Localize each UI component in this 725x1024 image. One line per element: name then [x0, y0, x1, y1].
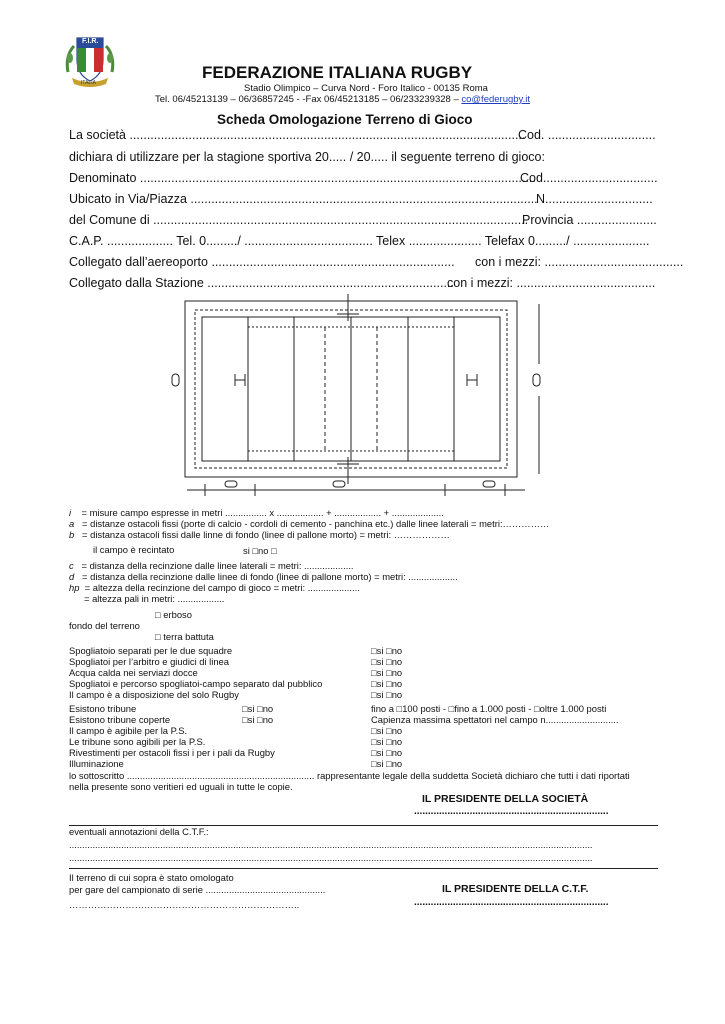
field-ubicato[interactable]: Ubicato in Via/Piazza ....................................................................................................	[69, 192, 538, 206]
field-societa[interactable]: La società ..................................................................................................................	[69, 128, 526, 142]
legend-b-key: b	[69, 529, 75, 540]
field-numero[interactable]: N...............................	[536, 192, 653, 206]
capienza-field[interactable]: Capienza massima spettatori nel campo n............................	[371, 714, 619, 725]
check-label: Esistono tribune	[69, 703, 137, 714]
federation-title: FEDERAZIONE ITALIANA RUGBY	[202, 63, 473, 82]
check-label: Esistono tribune coperte	[69, 714, 171, 725]
check-options[interactable]: □si □no	[371, 689, 403, 700]
form-title: Scheda Omologazione Terreno di Gioco	[217, 112, 473, 127]
check-label: Spogliatoi per l’arbitro e giudici di linea	[69, 656, 229, 667]
field-provincia[interactable]: Provincia .......................	[522, 213, 657, 227]
legend-hp-key: hp	[69, 582, 80, 593]
legend-pali: = altezza pali in metri: ..................	[84, 593, 225, 604]
check-label: Illuminazione	[69, 758, 124, 769]
recintato-options[interactable]: si □no □	[243, 545, 277, 556]
check-label: Spogliatoi e percorso spogliatoi-campo separato dal pubblico	[69, 678, 323, 689]
check-options[interactable]: □si □no	[242, 714, 274, 725]
ctf-annotations-line-2[interactable]: .........................................................................................................................................................................................................	[69, 852, 593, 863]
field-societa-cod[interactable]: Cod. ...............................	[518, 128, 656, 142]
contacts-text: Tel. 06/45213139 – 06/36857245 - -Fax 06/45213185 – 06/233239328 –	[155, 94, 459, 105]
federation-contacts	[155, 94, 530, 105]
check-label: Il campo è agibile per la P.S.	[69, 725, 188, 736]
option-erboso[interactable]: □ erboso	[155, 609, 192, 620]
tribune-posti-options[interactable]: fino a □100 posti - □fino a 1.000 posti - □oltre 1.000 posti	[371, 703, 607, 714]
legend-hp-text: = altezza della recinzione del campo di gioco = metri: ....................	[84, 582, 360, 593]
field-stazione-mezzi[interactable]: con i mezzi: ........................................	[447, 276, 656, 290]
omologato-line-1: Il terreno di cui sopra è stato omologato	[69, 872, 234, 883]
fondo-label: fondo del terreno	[69, 620, 140, 631]
federation-address: Stadio Olimpico – Curva Nord - Foro Italico - 00135 Roma	[244, 83, 488, 94]
omologato-line-3[interactable]: ………………………………………………………………..	[69, 899, 300, 910]
option-terra-battuta[interactable]: □ terra battuta	[155, 631, 214, 642]
field-cap-tel[interactable]: C.A.P. ................... Tel. 0........./ ..................................... Telex ..................... Telefax 0........./ ......................	[69, 234, 650, 248]
legend-b	[69, 529, 450, 540]
legend-i	[69, 507, 444, 518]
declaration-line-2: nella presente sono veritieri ed uguali in tutte le copie.	[69, 781, 293, 792]
check-label: Acqua calda nei serviazi docce	[69, 667, 198, 678]
legend-hp	[69, 582, 360, 593]
check-options[interactable]: □si □no	[371, 747, 403, 758]
legend-c-key: c	[69, 560, 74, 571]
field-denominato-cod[interactable]: Cod.................................	[520, 171, 658, 185]
legend-b-text: = distanza ostacoli fissi dalle linne di fondo (linee di pallone morto) = metri: ………………	[82, 529, 450, 540]
field-stagione[interactable]: dichiara di utilizzare per la stagione sportiva 20..... / 20..... il seguente terreno di gioco:	[69, 150, 545, 164]
check-options[interactable]: □si □no	[242, 703, 274, 714]
check-label: Il campo è a disposizione del solo Rugby	[69, 689, 239, 700]
federation-email-link[interactable]: co@federugby.it	[461, 94, 530, 105]
check-label: Le tribune sono agibili per la P.S.	[69, 736, 206, 747]
president-society-signature[interactable]: ......................................................................	[414, 806, 609, 817]
check-options[interactable]: □si □no	[371, 736, 403, 747]
legend-d-key: d	[69, 571, 75, 582]
declaration-line-1: lo sottoscritto ........................................................................ rappresentante legale della suddetta Società dichiaro che tutti i dati riportati	[69, 770, 630, 781]
check-label: Spogliatoio separati per le due squadre	[69, 645, 233, 656]
check-options[interactable]: □si □no	[371, 656, 403, 667]
legend-i-key: i	[69, 507, 72, 518]
legend-a-key: a	[69, 518, 75, 529]
check-options[interactable]: □si □no	[371, 667, 403, 678]
separator-line	[69, 868, 658, 869]
legend-i-text: = misure campo espresse in metri ................ x .................. + .................. + ....................	[81, 507, 444, 518]
check-label: Rivestimenti per ostacoli fissi i per i pali da Rugby	[69, 747, 275, 758]
check-options[interactable]: □si □no	[371, 678, 403, 689]
field-denominato[interactable]: Denominato ..................................................................................................................	[69, 171, 536, 185]
field-aeroporto-mezzi[interactable]: con i mezzi: ........................................	[475, 255, 684, 269]
legend-a	[69, 518, 549, 529]
legend-d	[69, 571, 458, 582]
president-ctf-label: IL PRESIDENTE DELLA C.T.F.	[442, 883, 589, 895]
fir-logo	[62, 34, 118, 90]
president-ctf-signature[interactable]: ......................................................................	[414, 897, 609, 908]
rugby-field-diagram	[165, 294, 555, 500]
field-comune[interactable]: del Comune di ............................................................................................................	[69, 213, 529, 227]
field-aeroporto[interactable]: Collegato dall’aereoporto ......................................................................	[69, 255, 455, 269]
check-options[interactable]: □si □no	[371, 725, 403, 736]
legend-d-text: = distanza della recinzione dalle linee di fondo (linee di pallone morto) = metri: ...................	[82, 571, 458, 582]
logo-text: F.I.R.	[82, 38, 99, 45]
field-stazione[interactable]: Collegato dalla Stazione .......................................................................	[69, 276, 454, 290]
ctf-annotations-label: eventuali annotazioni della C.T.F.:	[69, 826, 209, 837]
ctf-annotations-line-1[interactable]: .........................................................................................................................................................................................................	[69, 839, 593, 850]
legend-c-text: = distanza della recinzione dalle linee laterali = metri: ...................	[81, 560, 354, 571]
recintato-label: il campo è recintato	[93, 544, 175, 555]
legend-c	[69, 560, 354, 571]
check-options[interactable]: □si □no	[371, 758, 403, 769]
president-society-label: IL PRESIDENTE DELLA SOCIETÀ	[422, 793, 589, 805]
check-options[interactable]: □si □no	[371, 645, 403, 656]
omologato-serie-field[interactable]: per gare del campionato di serie ..............................................	[69, 884, 326, 895]
legend-a-text: = distanze ostacoli fissi (porte di calcio - cordoli di cemento - panchina etc.) dalle linee laterali = metri:……………	[82, 518, 550, 529]
logo-banner-text: ITALIA	[81, 80, 96, 86]
